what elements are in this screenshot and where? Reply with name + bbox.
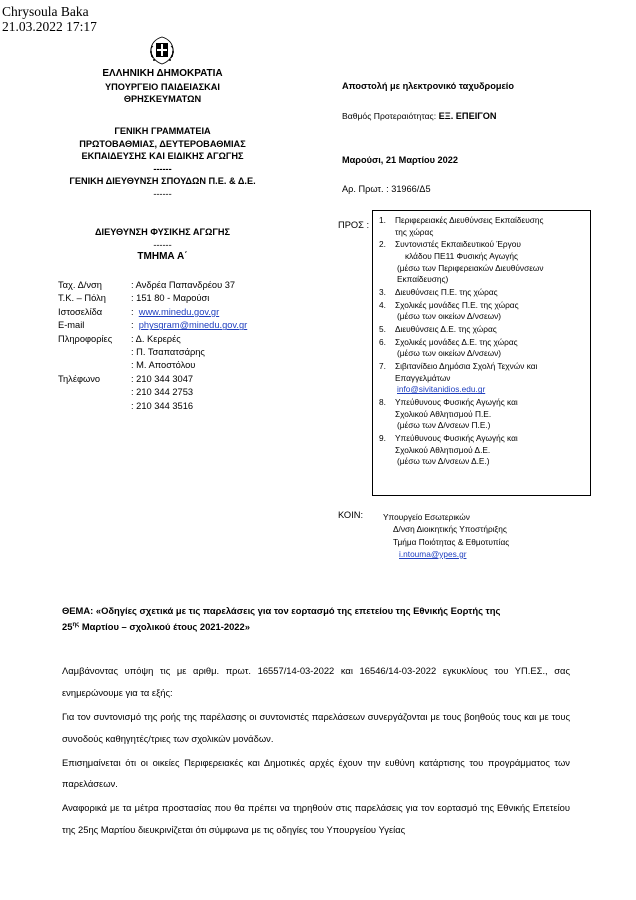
cc-line: Δ/νση Διοικητικής Υποστήριξης <box>393 524 507 535</box>
contact-label: Τ.Κ. – Πόλη <box>58 293 106 304</box>
contact-info <box>58 279 247 413</box>
recipient-item <box>379 361 584 396</box>
recipient-line: Σχολικές μονάδες Π.Ε. της χώρας <box>395 299 519 310</box>
document-date: Μαρούσι, 21 Μαρτίου 2022 <box>342 155 458 165</box>
contact-row-info <box>58 359 247 372</box>
recipients-box <box>372 210 591 496</box>
recipient-number: 3. <box>379 286 386 297</box>
recipient-item <box>379 287 584 299</box>
contact-label: E-mail <box>58 320 85 331</box>
contact-prefix: : <box>131 320 139 331</box>
subject-label: ΘΕΜΑ <box>62 605 91 616</box>
general-secretariat-line2: ΠΡΩΤΟΒΑΘΜΙΑΣ, ΔΕΥΤΕΡΟΒΑΘΜΙΑΣ <box>79 138 246 149</box>
recipient-line: (μέσω των Δ/νσεων Δ.Ε.) <box>397 456 490 467</box>
recipient-line: Περιφερειακές Διευθύνσεις Εκπαίδευσης <box>395 215 544 225</box>
contact-row-address <box>58 279 247 292</box>
contact-label <box>58 400 131 413</box>
subject-text-end: Μαρτίου – σχολικού έτους 2021-2022» <box>79 621 250 633</box>
separator: ------ <box>153 163 172 174</box>
subject-day: 25 <box>62 621 73 633</box>
contact-label <box>58 359 131 372</box>
priority-value: ΕΞ. ΕΠΕΙΓΟΝ <box>438 111 497 121</box>
recipient-line: Σιβιτανίδειο Δημόσια Σχολή Τεχνών και <box>395 361 538 372</box>
cc-email-link[interactable]: i.ntouma@ypes.gr <box>399 548 467 559</box>
contact-label <box>58 386 131 399</box>
contact-value: : Π. Τσαπατσάρης <box>131 347 205 358</box>
cc-recipients <box>383 511 509 560</box>
recipient-line: Διευθύνσεις Π.Ε. της χώρας <box>395 286 498 297</box>
recipient-number: 1. <box>379 215 386 225</box>
recipient-line: (μέσω των οικείων Δ/νσεων) <box>397 348 502 359</box>
contact-row-website <box>58 306 247 319</box>
recipient-number: 9. <box>379 433 386 444</box>
cc-line: Τμήμα Ποιότητας & Εθμοτυπίας <box>393 536 510 547</box>
recipient-item <box>379 215 584 238</box>
cc-label: ΚΟΙΝ: <box>338 510 364 520</box>
contact-value: : 210 344 2753 <box>131 387 194 398</box>
contact-label: Πληροφορίες <box>58 333 113 344</box>
body-paragraph: Για τον συντονισμό της ροής της παρέλασης οι συντονιστές παρελάσεων συνεργάζονται με τους βοηθούς τους και με τους συνοδούς καθηγητές/τριες των σχολικών μονάδων. <box>62 710 570 744</box>
subject-text: : «Οδηγίες σχετικά με τις παρελάσεις για τον εορτασμό της επετείου της Εθνικής Εορτής της <box>90 605 501 616</box>
recipient-item <box>379 239 584 285</box>
republic-name: ΕΛΛΗΝΙΚΗ ΔΗΜΟΚΡΑΤΙΑ <box>102 68 223 79</box>
recipient-line: Επαγγελμάτων <box>395 372 451 383</box>
email-link[interactable]: physgram@minedu.gov.gr <box>138 320 248 331</box>
contact-row-email <box>58 319 247 332</box>
recipient-line: Εκπαίδευσης) <box>397 274 449 285</box>
recipient-line: της χώρας <box>395 226 434 237</box>
contact-value: : 210 344 3516 <box>131 400 194 411</box>
general-secretariat-line3: ΕΚΠΑΙΔΕΥΣΗΣ ΚΑΙ ΕΙΔΙΚΗΣ ΑΓΩΓΗΣ <box>81 151 244 162</box>
body-paragraph: Αναφορικά με τα μέτρα προστασίας που θα πρέπει να τηρηθούν στις παρελάσεις για τον εορτασμό της Εθνικής Επετείου της 25ης Μαρτίου διευκρινίζεται ότι σύμφωνα με τις οδηγίες του Υπουργείου Υγείας <box>62 802 570 836</box>
recipient-line: κλάδου ΠΕ11 Φυσικής Αγωγής <box>405 250 518 261</box>
priority-label: Βαθμός Προτεραιότητας: <box>342 111 437 121</box>
recipient-line: Υπεύθυνους Φυσικής Αγωγής και <box>395 397 518 408</box>
signer-name: Chrysoula Baka <box>2 4 89 19</box>
protocol-number: Αρ. Πρωτ. : 31966/Δ5 <box>342 184 431 194</box>
contact-row-info <box>58 333 247 346</box>
recipient-line: Διευθύνσεις Δ.Ε. της χώρας <box>395 324 497 335</box>
department-name: ΤΜΗΜΑ Α΄ <box>137 251 188 263</box>
contact-value: : 210 344 3047 <box>131 373 194 384</box>
recipient-line: Σχολικές μονάδες Δ.Ε. της χώρας <box>395 336 518 347</box>
recipient-number: 7. <box>379 361 386 372</box>
general-secretariat-line1: ΓΕΝΙΚΗ ΓΡΑΜΜΑΤΕΙΑ <box>114 126 211 136</box>
recipient-item <box>379 397 584 432</box>
recipient-number: 4. <box>379 299 386 310</box>
recipient-line: Σχολικού Αθλητισμού Δ.Ε. <box>395 444 491 455</box>
body-paragraph: Επισημαίνεται ότι οι οικείες Περιφερειακές και Δημοτικές αρχές έχουν την ευθύνη κατάρτισης του προγράμματος των παρελάσεων. <box>62 756 570 790</box>
body-text <box>62 660 570 843</box>
contact-label: Τηλέφωνο <box>58 373 101 384</box>
recipients-label: ΠΡΟΣ : <box>338 220 370 230</box>
contact-value: : Ανδρέα Παπανδρέου 37 <box>131 280 236 290</box>
contact-row-phone <box>58 373 247 386</box>
recipient-item <box>379 433 584 468</box>
ministry-name-line1: ΥΠΟΥΡΓΕΙΟ ΠΑΙΔΕΙΑΣΚΑΙ <box>105 81 220 92</box>
separator: ------ <box>153 239 172 250</box>
separator: ------ <box>153 188 172 199</box>
recipient-item <box>379 300 584 323</box>
website-link[interactable]: www.minedu.gov.gr <box>138 306 220 317</box>
priority <box>342 110 497 122</box>
recipient-item <box>379 337 584 360</box>
directorate-block <box>50 226 275 264</box>
contact-row-phone <box>58 386 247 399</box>
contact-value: : Δ. Κερερές <box>131 333 181 344</box>
contact-label: Ταχ. Δ/νση <box>58 280 102 290</box>
recipient-line: (μέσω των Περιφερειακών Διευθύνσεων <box>397 262 544 273</box>
recipient-number: 2. <box>379 239 386 250</box>
recipient-number: 5. <box>379 324 386 335</box>
recipient-line: Σχολικού Αθλητισμού Π.Ε. <box>395 408 492 419</box>
subject-day-suffix: ης <box>72 622 80 628</box>
subject <box>62 603 572 634</box>
signature-datetime: 21.03.2022 17:17 <box>2 19 97 34</box>
ministry-name-line2: ΘΡΗΣΚΕΥΜΑΤΩΝ <box>123 94 202 105</box>
greek-emblem-icon <box>146 34 178 66</box>
recipient-number: 6. <box>379 336 386 347</box>
recipient-line: (μέσω των οικείων Δ/νσεων) <box>397 311 502 322</box>
cc-line: Υπουργείο Εσωτερικών <box>383 512 470 522</box>
recipient-number: 8. <box>379 397 386 408</box>
recipient-item <box>379 324 584 336</box>
contact-row-postal <box>58 292 247 305</box>
signature-stamp <box>2 4 97 34</box>
recipient-line: Συντονιστές Εκπαιδευτικού Έργου <box>395 239 521 250</box>
contact-label: Ιστοσελίδα <box>58 306 103 317</box>
recipient-line: (μέσω των Δ/νσεων Π.Ε.) <box>397 420 491 431</box>
recipient-line: Υπεύθυνους Φυσικής Αγωγής και <box>395 433 518 444</box>
general-directorate: ΓΕΝΙΚΗ ΔΙΕΥΘΥΝΣΗ ΣΠΟΥΔΩΝ Π.Ε. & Δ.Ε. <box>69 176 256 187</box>
delivery-method: Αποστολή με ηλεκτρονικό ταχυδρομείο <box>342 81 514 91</box>
contact-row-info <box>58 346 247 359</box>
contact-value: : 151 80 - Μαρούσι <box>131 293 210 304</box>
contact-value: : Μ. Αποστόλου <box>131 360 196 371</box>
contact-prefix: : <box>131 306 139 317</box>
body-paragraph: Λαμβάνοντας υπόψη τις με αριθμ. πρωτ. 16557/14-03-2022 και 16546/14-03-2022 εγκυκλίους του ΥΠ.ΕΣ., σας ενημερώνουμε για τα εξής: <box>62 665 570 698</box>
contact-label <box>58 346 131 359</box>
general-secretariat <box>50 125 275 201</box>
directorate-name: ΔΙΕΥΘΥΝΣΗ ΦΥΣΙΚΗΣ ΑΓΩΓΗΣ <box>94 227 231 237</box>
ministry-header <box>50 68 275 106</box>
sivitanidios-email-link[interactable]: info@sivitanidios.edu.gr <box>397 384 486 395</box>
contact-row-phone <box>58 400 247 413</box>
